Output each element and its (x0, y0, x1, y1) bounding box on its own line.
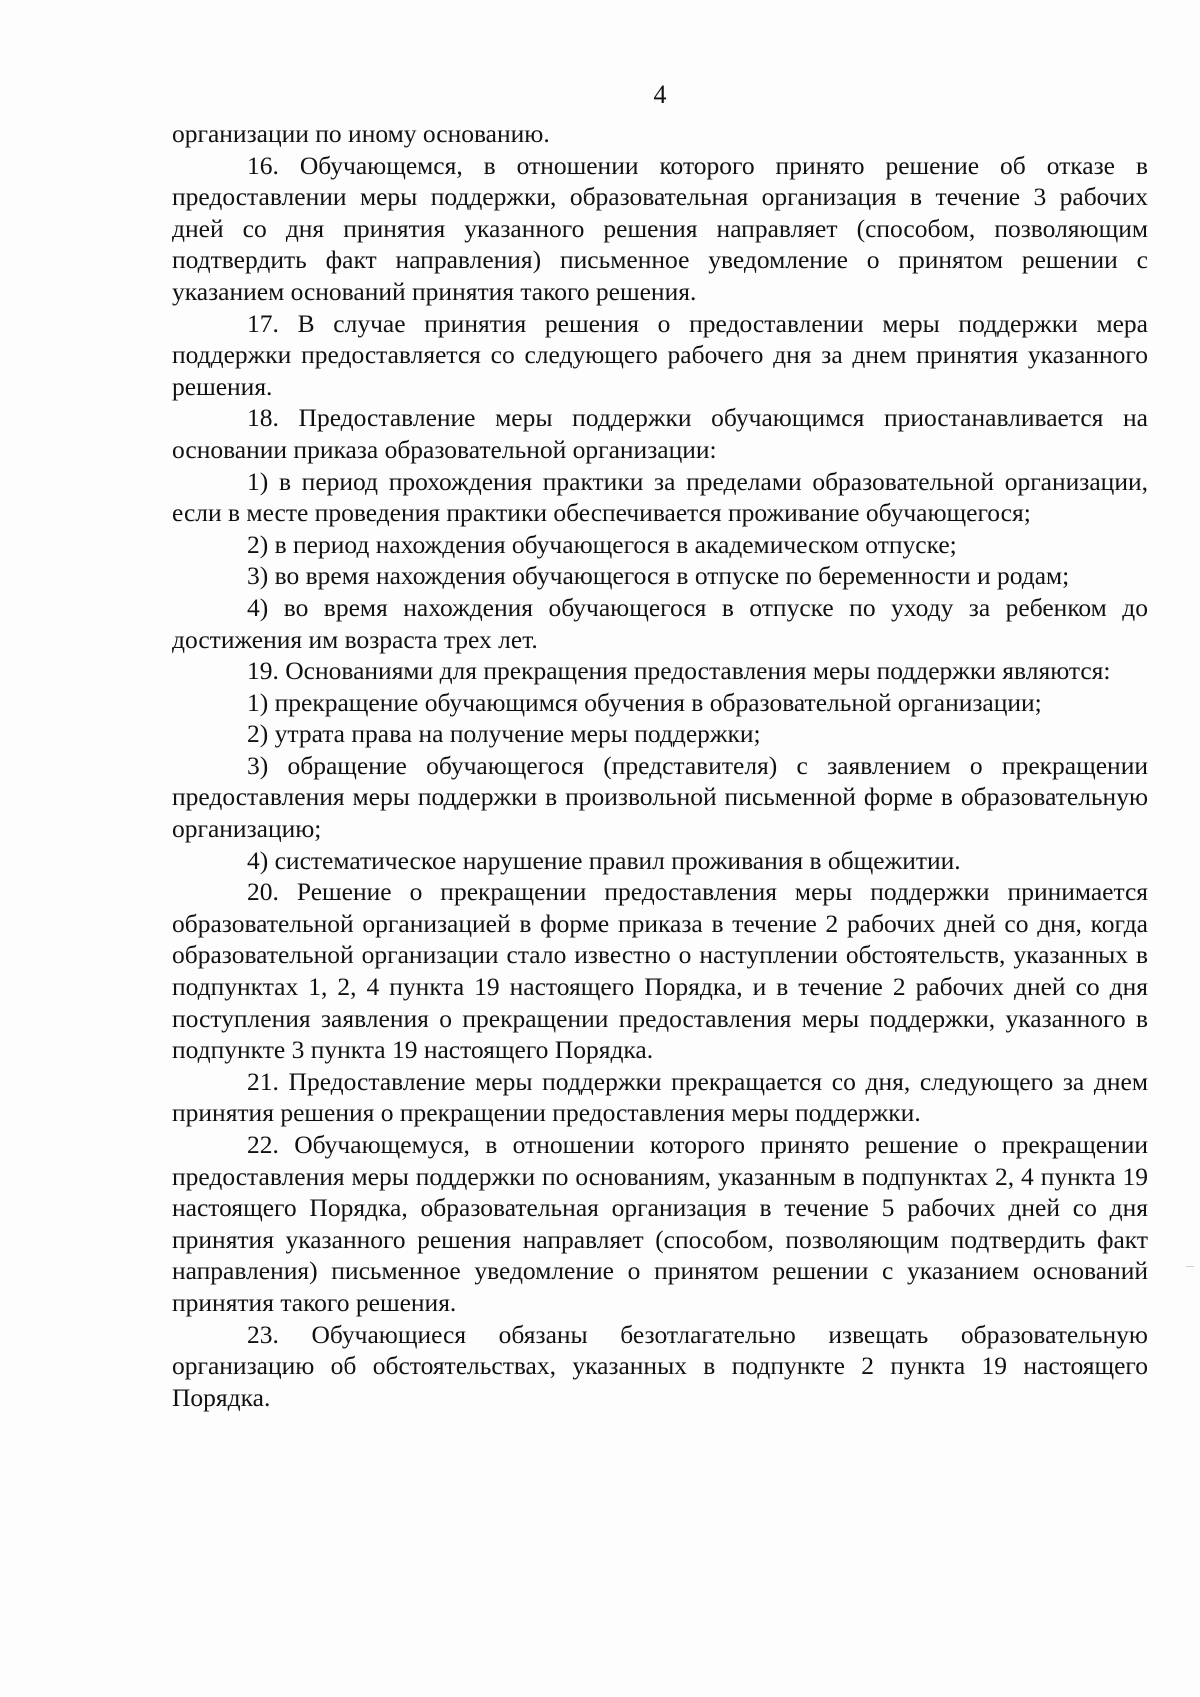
paragraph-17: 17. В случае принятия решения о предоставлении меры поддержки мера поддержки предоставляется со следующего рабочего дня за днем принятия указанного решения. (172, 308, 1148, 401)
paragraph-19-item-3: 3) обращение обучающегося (представителя) с заявлением о прекращении предоставления меры поддержки в произвольной письменной форме в образовательную организацию; (172, 750, 1148, 844)
paragraph-18-item-1: 1) в период прохождения практики за пределами образовательной организации, если в месте проведения практики обеспечивается проживание обучающегося; (172, 466, 1148, 528)
paragraph-21: 21. Предоставление меры поддержки прекращается со дня, следующего за днем принятия решения о прекращении предоставления меры поддержки. (172, 1066, 1148, 1128)
paragraph-16: 16. Обучающемся, в отношении которого принято решение об отказе в предоставлении меры поддержки, образовательная организация в течение 3 рабочих дней со дня принятия указанного решения направляет (способом, позволяющим подтвердить факт направления) письменное уведомление о принятом решении с указанием оснований принятия такого решения. (172, 150, 1148, 306)
paragraph-19-item-4: 4) систематическое нарушение правил проживания в общежитии. (247, 845, 961, 875)
paragraph-18-item-4: 4) во время нахождения обучающегося в отпуске по уходу за ребенком до достижения им возраста трех лет. (172, 592, 1148, 654)
page-number: 4 (653, 80, 667, 109)
paragraph-19: 19. Основаниями для прекращения предоставления меры поддержки являются: (247, 656, 1111, 686)
document-body (172, 118, 1148, 1413)
paragraph-22: 22. Обучающемуся, в отношении которого принято решение о прекращении предоставления меры поддержки по основаниям, указанным в подпунктах 2, 4 пункта 19 настоящего Порядка, образовательная организация в течение 5 рабочих дней со дня принятия указанного решения направляет (способом, позволяющим подтвердить факт направления) письменное уведомление о принятом решении с указанием оснований принятия такого решения. (172, 1130, 1148, 1317)
paragraph-18-item-3: 3) во время нахождения обучающегося в отпуске по беременности и родам; (247, 561, 1070, 591)
paragraph-19-item-2: 2) утрата права на получение меры поддержки; (247, 719, 761, 749)
paragraph-20: 20. Решение о прекращении предоставления меры поддержки принимается образовательной организацией в форме приказа в течение 2 рабочих дней со дня, когда образовательной организации стало известно о наступлении обстоятельств, указанных в подпунктах 1, 2, 4 пункта 19 настоящего Порядка, и в течение 2 рабочих дней со дня поступления заявления о прекращении предоставления меры поддержки, указанного в подпункте 3 пункта 19 настоящего Порядка. (172, 877, 1148, 1065)
paragraph-23: 23. Обучающиеся обязаны безотлагательно извещать образовательную организацию об обстоятельствах, указанных в подпункте 2 пункта 19 настоящего Порядка. (172, 1319, 1148, 1412)
paragraph-continuation: организации по иному основанию. (172, 119, 550, 148)
paragraph-18: 18. Предоставление меры поддержки обучающимся приостанавливается на основании приказа образовательной организации: (172, 403, 1148, 464)
scan-artifact (1186, 1266, 1194, 1267)
paragraph-18-item-2: 2) в период нахождения обучающегося в академическом отпуске; (247, 529, 957, 559)
paragraph-19-item-1: 1) прекращение обучающимся обучения в образовательной организации; (247, 687, 1042, 717)
